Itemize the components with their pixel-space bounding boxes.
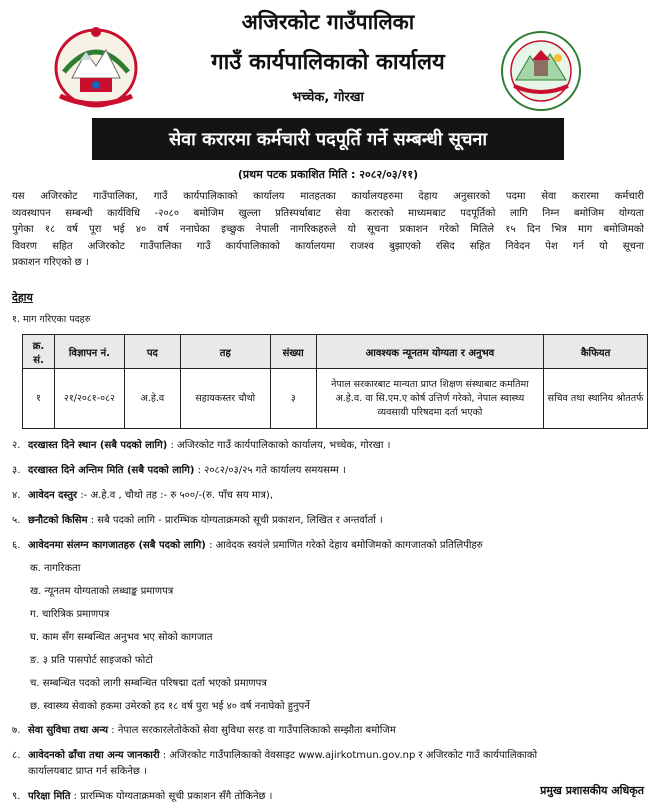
item-number: ७. bbox=[12, 725, 21, 736]
intro-paragraph bbox=[12, 189, 644, 272]
item-label: दरखास्त दिने स्थान (सबै पदको लागि) bbox=[28, 440, 168, 451]
item-text: : आवेदक स्वयंले प्रमाणित गरेको देहाय बमोजिमको कागजातको प्रतिलिपीहरु bbox=[209, 540, 483, 551]
posts-table bbox=[22, 334, 648, 429]
cell-sn: १ bbox=[23, 369, 55, 429]
intro-line: व्यवस्थापन सम्बन्धी कार्यविधि -२०८० बमोजिम खुल्ला प्रतिस्पर्धाबाट सेवा करारको माध्यमबाट पदपूर्तिको लागि निम्न बमोजिम योग्यता bbox=[12, 207, 644, 219]
cell-qualification: नेपाल सरकारबाट मान्यता प्राप्त शिक्षण संस्थाबाट कमतिमा अ.हे.व. वा सि.एम.ए कोर्ष उत्तिर्ण गरेको, नेपाल स्वास्थ्य व्यवसायी परिषदमा दर्ता भएको bbox=[316, 369, 543, 429]
column-header: कैफियत bbox=[544, 335, 648, 369]
intro-line: विवरण सहित अजिरकोट गाउँपालिका गाउँ कार्यपालिकाको कार्यालयमा राजश्व बुझाएको रसिद सहित निवेदन पेश गर्न यो सूचना bbox=[12, 240, 644, 252]
item-continuation: कार्यालयबाट प्राप्त गर्न सकिनेछ । bbox=[28, 766, 147, 777]
item-number: ६. bbox=[12, 540, 21, 551]
column-header: तह bbox=[180, 335, 270, 369]
item-text: : अजिरकोट गाउँ कार्यपालिकाको कार्यालय, भच्चेक, गोरखा । bbox=[170, 440, 391, 451]
column-header: क्र. सं. bbox=[23, 335, 55, 369]
list-item bbox=[12, 788, 272, 802]
item-label: छनौटको किसिम bbox=[28, 515, 88, 526]
item-label: आवेदनमा संलग्न कागजातहरु (सबै पदको लागि) bbox=[28, 540, 206, 551]
cell-adv-no: २१/२०८१-०८२ bbox=[54, 369, 124, 429]
item-number: ८. bbox=[12, 750, 21, 761]
item-number: ९. bbox=[12, 791, 21, 802]
list-item bbox=[12, 747, 537, 761]
table-row bbox=[23, 369, 648, 429]
office-location: भच्चेक, गोरखा bbox=[292, 90, 364, 105]
intro-line: प्रकाशन गरिएको छ । bbox=[12, 257, 89, 268]
intro-line: यस अजिरकोट गाउँपालिका, गाउँ कार्यपालिकाको कार्यालय मातहतका कार्यालयहरुमा देहाय अनुसारको पदमा सेवा करारमा कर्मचारी bbox=[12, 191, 644, 202]
signatory-title: प्रमुख प्रशासकीय अधिकृत bbox=[540, 784, 644, 797]
column-header: पद bbox=[124, 335, 180, 369]
item-number: ३. bbox=[12, 465, 21, 476]
list-item bbox=[12, 537, 483, 551]
list-item bbox=[12, 722, 396, 736]
item-label: सेवा सुविधा तथा अन्य bbox=[28, 725, 109, 736]
letterhead bbox=[0, 0, 656, 118]
item-text: : २०८२/०३/२५ गते कार्यालय समयसम्म । bbox=[197, 465, 346, 476]
intro-line: पुगेका १८ वर्ष पूरा भई ४० वर्ष ननाघेका इच्छुक नेपाली नागरिकहरुले यो सूचना प्रकाशन गरेको मितिले १५ दिन भित्र माग बमोजिमको bbox=[12, 224, 644, 235]
item-text: : सबै पदको लागि - प्रारम्भिक योग्यताक्रमको सूची प्रकाशन, लिखित र अन्तर्वार्ता । bbox=[90, 515, 383, 526]
list-item bbox=[12, 512, 383, 526]
item-label: आवेदन दस्तुर bbox=[28, 490, 78, 501]
item-text: : नेपाल सरकारलेतोकेको सेवा सुविधा सरह वा गाउँपालिकाको सम्झौता बमोजिम bbox=[111, 725, 396, 736]
list-item bbox=[12, 487, 273, 501]
list-item bbox=[12, 462, 346, 476]
item-label: आवेदनको ढाँचा तथा अन्य जानकारी bbox=[28, 750, 160, 761]
item-text: :- अ.हे.व , चौथो तह :- रु ५००/-(रु. पाँच सय मात्र), bbox=[80, 490, 273, 501]
column-header: संख्या bbox=[270, 335, 316, 369]
municipality-logo-icon bbox=[500, 30, 582, 112]
document-item: ङ. ३ प्रति पासपोर्ट साइजको फोटो bbox=[30, 655, 153, 666]
item-text: : अजिरकोट गाउँपालिकाको वेवसाइट www.ajirkotmun.gov.np र अजिरकोट गाउँ कार्यपालिकाको bbox=[162, 750, 538, 761]
cell-count: ३ bbox=[270, 369, 316, 429]
document-item: क. नागरिकता bbox=[30, 563, 81, 574]
item-number: ५. bbox=[12, 515, 21, 526]
cell-post: अ.हे.व bbox=[124, 369, 180, 429]
document-item: च. सम्बन्धित पदको लागी सम्बन्धित परिषद्मा दर्ता भएको प्रमाणपत्र bbox=[30, 678, 267, 689]
document-item: ख. न्यूनतम योग्यताको लब्धाङ्क प्रमाणपत्र bbox=[30, 586, 174, 597]
column-header: आवश्यक न्यूनतम योग्यता र अनुभव bbox=[316, 335, 543, 369]
publish-date: (प्रथम पटक प्रकाशित मिति : २०८२/०३/११) bbox=[237, 168, 419, 181]
section-subheading: १. माग गरिएका पदहरु bbox=[12, 314, 91, 325]
item-number: ४. bbox=[12, 490, 21, 501]
cell-remarks: सचिव तथा स्थानिय श्रोततर्फ bbox=[544, 369, 648, 429]
office-subtitle: गाउँ कार्यपालिकाको कार्यालय bbox=[211, 50, 445, 75]
section-heading: देहाय bbox=[12, 291, 33, 304]
item-label: परिक्षा मिति bbox=[28, 791, 71, 802]
notice-title-banner: सेवा करारमा कर्मचारी पदपूर्ति गर्ने सम्बन्धी सूचना bbox=[92, 118, 564, 160]
cell-level: सहायकस्तर चौथो bbox=[180, 369, 270, 429]
document-item: घ. काम सँग सम्बन्धित अनुभव भए सोको कागजात bbox=[30, 632, 213, 643]
table-header-row bbox=[23, 335, 648, 369]
item-text: : प्रारम्भिक योग्यताक्रमको सूची प्रकाशन सँगै तोकिनेछ । bbox=[73, 791, 273, 802]
document-item: ग. चारित्रिक प्रमाणपत्र bbox=[30, 609, 110, 620]
list-item bbox=[12, 437, 390, 451]
column-header: विज्ञापन नं. bbox=[54, 335, 124, 369]
office-name: अजिरकोट गाउँपालिका bbox=[241, 10, 415, 34]
document-item: छ. स्वास्थ्य सेवाको हकमा उमेरको हद १८ वर्ष पुरा भई ४० वर्ष ननाघेको हुनुपर्ने bbox=[30, 701, 310, 712]
item-label: दरखास्त दिने अन्तिम मिति (सबै पदको लागि) bbox=[28, 465, 195, 476]
item-number: २. bbox=[12, 440, 21, 451]
